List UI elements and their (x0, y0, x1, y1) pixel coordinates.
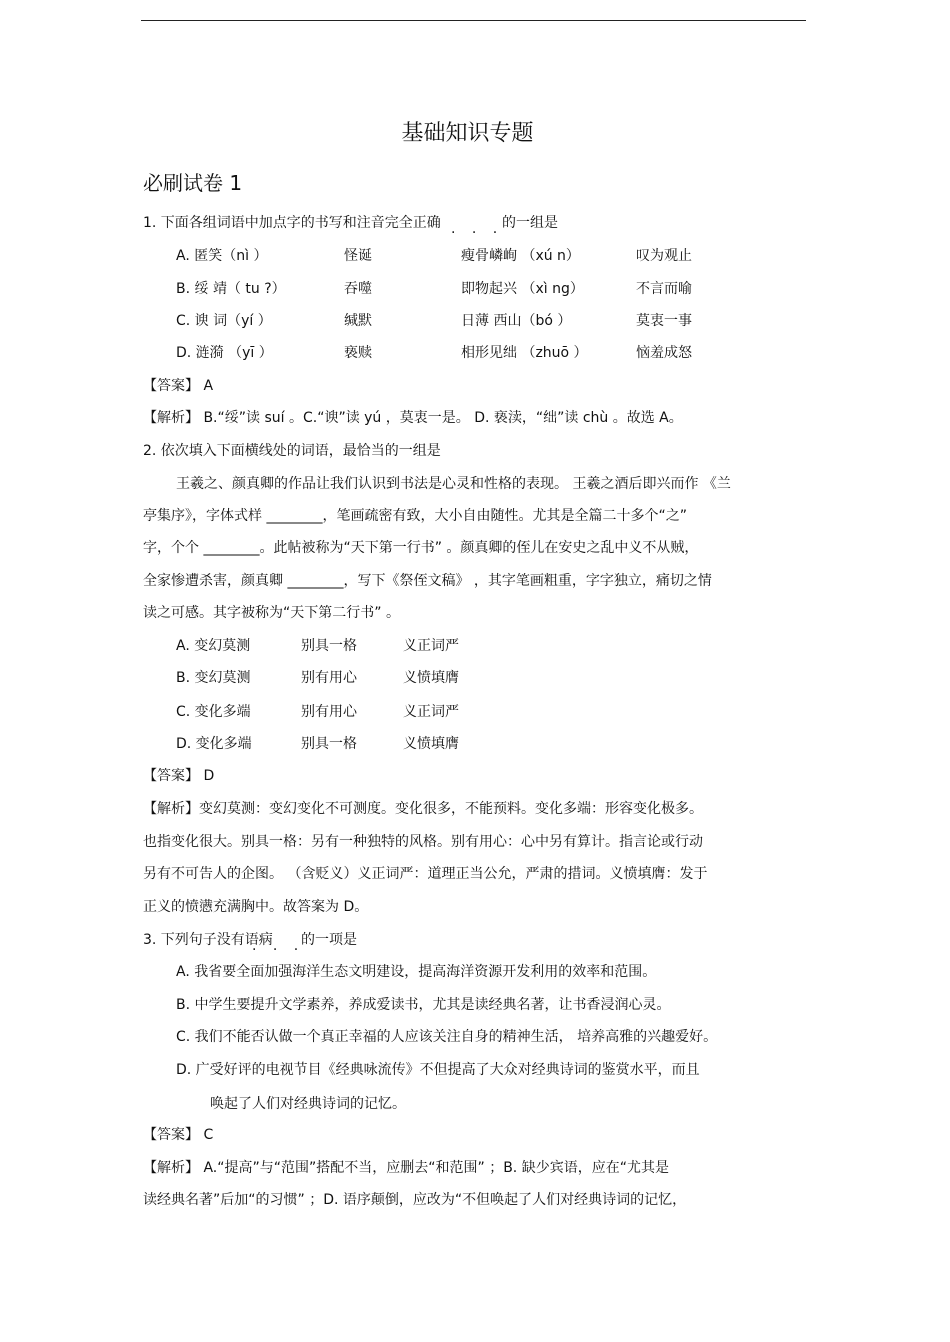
q2-analysis-line: 也指变化很大。别具一格：另有一种独特的风格。别有用心：心中另有算计。指言论或行动 (143, 834, 703, 850)
q1-option-a-label: A. 匿笑（nì ） (176, 248, 268, 264)
q1-stem: 1. 下面各组词语中加点字的书写和注音完全正确 (143, 215, 441, 231)
q1-option-c-word4: 莫衷一事 (636, 313, 692, 329)
q1-option-d-word4: 恼羞成怒 (636, 345, 692, 361)
q2-answer: 【答案】 D (143, 768, 215, 784)
q2-passage-line: 全家惨遭杀害，颜真卿 ________，写下《祭侄文稿》 ，其字笔画粗重，字字独立，痛切之情 (143, 573, 712, 589)
q2-option-d-label: D. 变化多端 (176, 736, 252, 752)
q2-option-d-word3: 义愤填膺 (403, 736, 459, 752)
q1-option-c-word3: 日薄 西山（bó ） (461, 313, 572, 329)
q3-option-d-continuation: 唤起了人们对经典诗词的记忆。 (210, 1096, 406, 1112)
q1-option-d-label: D. 涟漪 （yī ） (176, 345, 273, 361)
q3-emphasis-dots: · · · (252, 942, 305, 958)
q3-option-c: C. 我们不能否认做一个真正幸福的人应该关注自身的精神生活， 培养高雅的兴趣爱好。 (176, 1029, 718, 1045)
q1-option-d-word3: 相形见绌 （zhuō ） (461, 345, 588, 361)
q2-option-c-word3: 义正词严 (403, 704, 459, 720)
q3-answer: 【答案】 C (143, 1127, 214, 1143)
q2-passage-line: 王羲之、颜真卿的作品让我们认识到书法是心灵和性格的表现。 王羲之酒后即兴而作 《兰 (176, 476, 731, 492)
q2-option-c-label: C. 变化多端 (176, 704, 251, 720)
q2-option-b-label: B. 变幻莫测 (176, 670, 251, 686)
q1-option-b-word3: 即物起兴 （xì ng） (461, 281, 584, 297)
q3-option-b: B. 中学生要提升文学素养，养成爱读书，尤其是读经典名著，让书香浸润心灵。 (176, 997, 671, 1013)
q3-analysis-line: 【解析】 A.“提高”与“范围”搭配不当，应删去“和范围” ；B. 缺少宾语，应在“尤其是 (143, 1160, 669, 1176)
q1-option-d-word2: 亵赎 (344, 345, 372, 361)
q2-option-d-word2: 别具一格 (301, 736, 357, 752)
q1-option-b-label: B. 绥 靖（ tu ?） (176, 281, 286, 297)
header-rule (141, 20, 806, 21)
q2-option-a-label: A. 变幻莫测 (176, 638, 251, 654)
q3-option-a: A. 我省要全面加强海洋生态文明建设，提高海洋资源开发利用的效率和范围。 (176, 964, 657, 980)
q1-option-b-word4: 不言而喻 (636, 281, 692, 297)
q2-option-a-word3: 义正词严 (403, 638, 459, 654)
q1-stem-tail: 的一组是 (502, 215, 558, 231)
q1-answer: 【答案】 A (143, 378, 214, 394)
q2-analysis-line: 另有不可告人的企图。 （含贬义）义正词严：道理正当公允，严肃的措词。义愤填膺：发于 (143, 866, 708, 882)
q2-analysis-line: 正义的愤懑充满胸中。故答案为 D。 (143, 899, 369, 915)
q1-option-c-word2: 缄默 (344, 313, 372, 329)
q2-option-b-word2: 别有用心 (301, 670, 357, 686)
q1-option-b-word2: 吞噬 (344, 281, 372, 297)
q3-stem: 3. 下列句子没有语病 (143, 932, 273, 948)
q2-stem: 2. 依次填入下面横线处的词语，最恰当的一组是 (143, 443, 441, 459)
q2-analysis-line: 【解析】变幻莫测：变幻变化不可测度。变化很多，不能预料。变化多端：形容变化极多。 (143, 801, 703, 817)
q1-option-a-word3: 瘦骨嶙峋 （xú n） (461, 248, 580, 264)
q3-analysis-line: 读经典名著”后加“的习惯” ；D. 语序颠倒，应改为“不但唤起了人们对经典诗词的记忆， (143, 1192, 687, 1208)
q1-option-a-word2: 怪诞 (344, 248, 372, 264)
q2-passage-line: 读之可感。其字被称为“天下第二行书” 。 (143, 605, 400, 621)
paper-subtitle: 必刷试卷 1 (143, 171, 243, 195)
q2-passage-line: 字，个个 ________。此帖被称为“天下第一行书” 。颜真卿的侄儿在安史之乱中义不从贼， (143, 540, 699, 556)
q2-passage-line: 亭集序》，字体式样 ________，笔画疏密有致，大小自由随性。尤其是全篇二十多个“之” (143, 508, 687, 524)
q1-emphasis-dots: · · · (451, 225, 504, 241)
q2-option-a-word2: 别具一格 (301, 638, 357, 654)
q2-option-b-word3: 义愤填膺 (403, 670, 459, 686)
q1-option-c-label: C. 谀 词（yí ） (176, 313, 272, 329)
q1-option-a-word4: 叹为观止 (636, 248, 692, 264)
q1-analysis: 【解析】 B.“绥”读 suí 。C.“谀”读 yú ，莫衷一是。 D. 亵渎，“绌”读 chù 。故选 A。 (143, 410, 683, 426)
page-title: 基础知识专题 (401, 121, 534, 146)
q2-option-c-word2: 别有用心 (301, 704, 357, 720)
q3-stem-tail: 的一项是 (301, 932, 357, 948)
q3-option-d: D. 广受好评的电视节目《经典咏流传》不但提高了大众对经典诗词的鉴赏水平，而且 (176, 1062, 700, 1078)
